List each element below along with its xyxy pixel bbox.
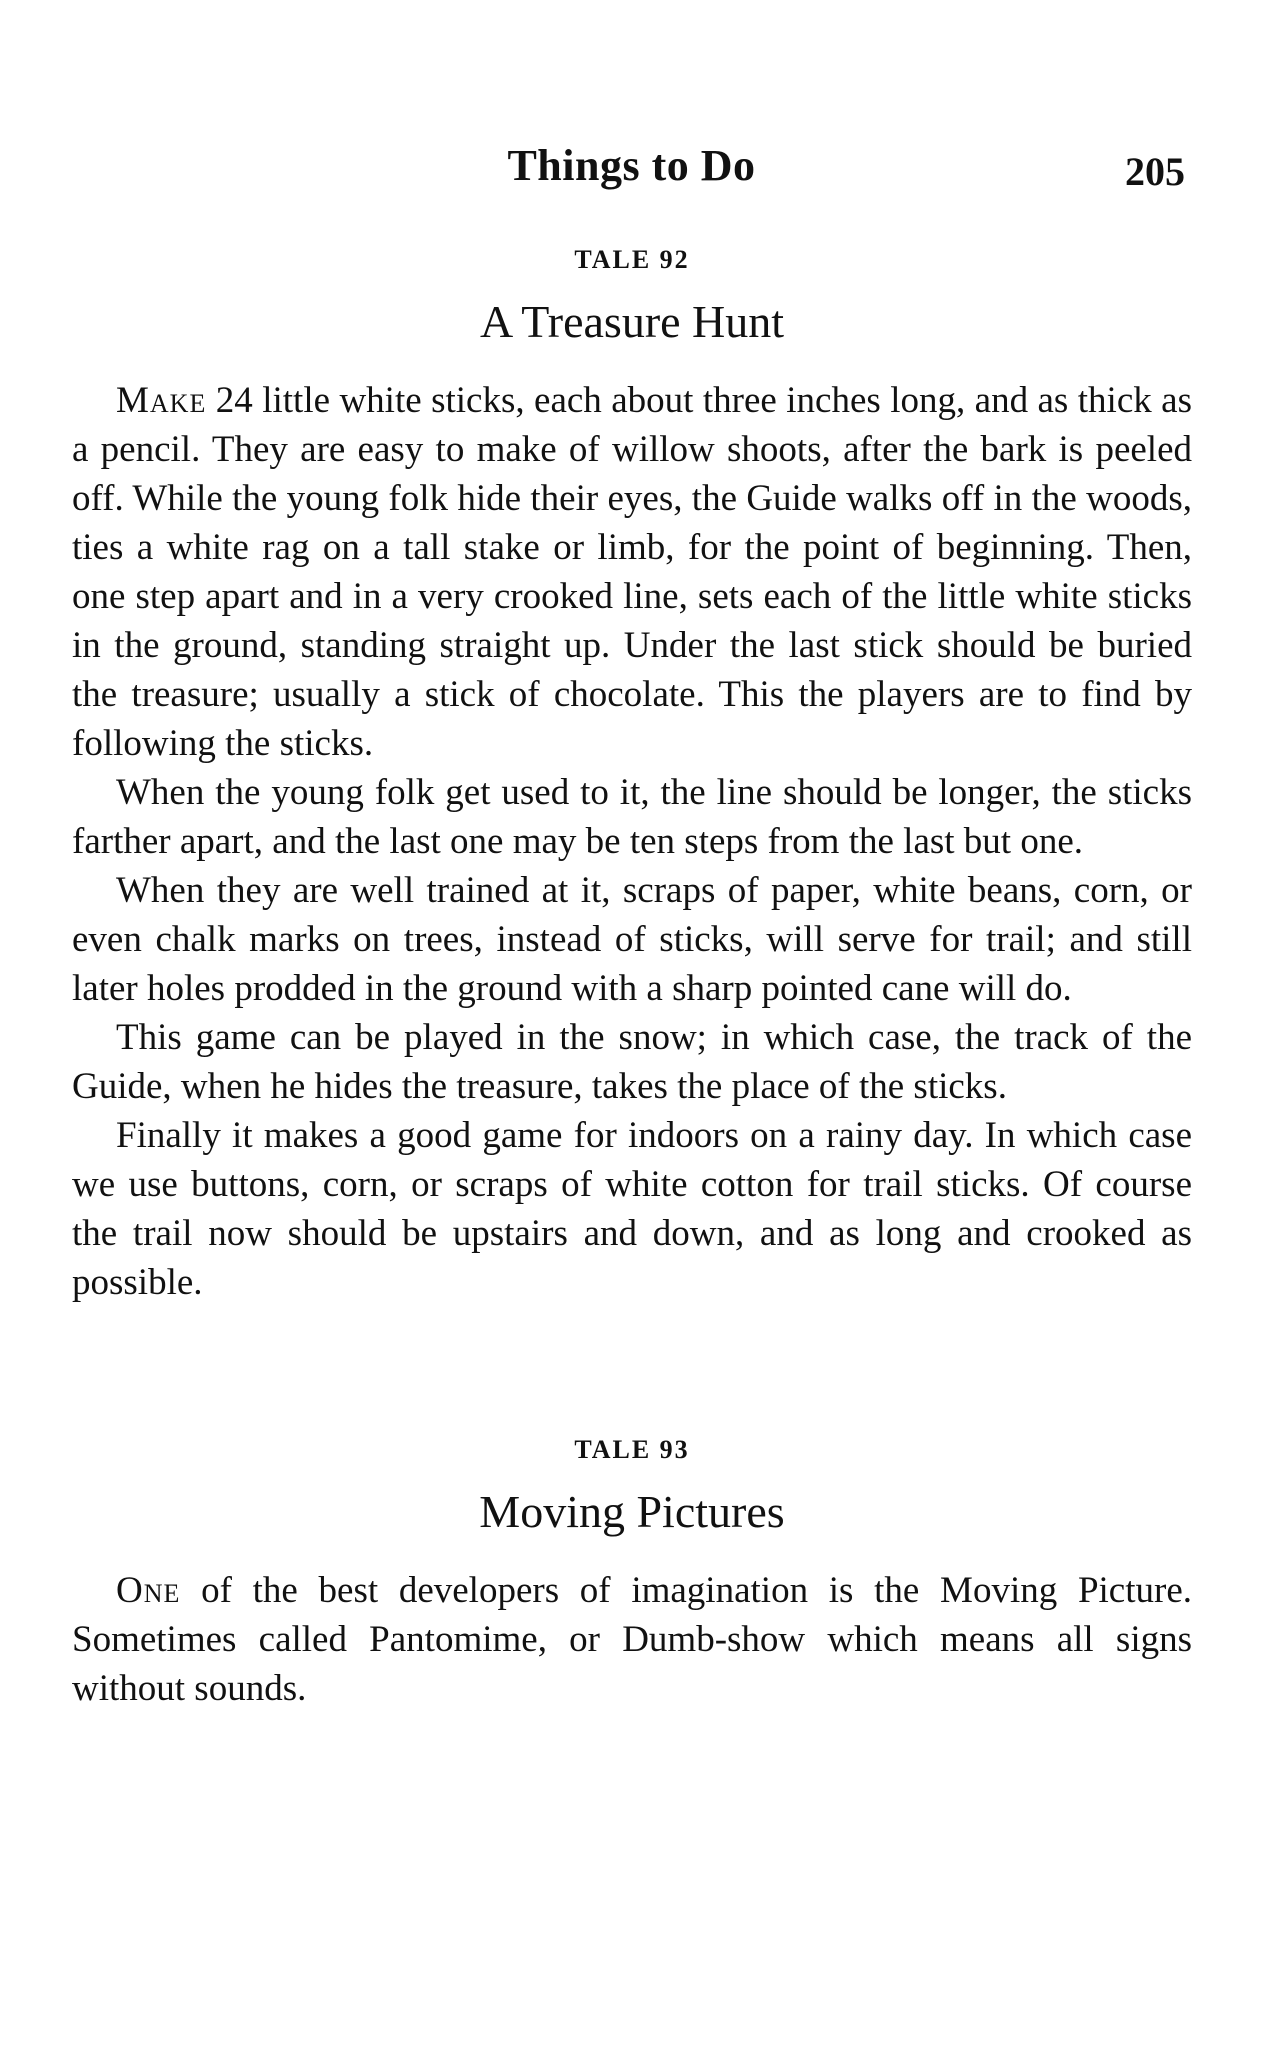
paragraph [72,376,1192,768]
tale-label: TALE 92 [574,245,690,274]
lead-word: Make [116,380,207,421]
paragraph: When they are well trained at it, scraps of paper, white beans, corn, or even chalk marks on trees, instead of sticks, will serve for trail; and still later holes prodded in the ground with a sharp pointed cane will do. [72,870,1192,1009]
paragraph-text: of the best developers of imagination is the Moving Picture. Sometimes called Pantomime, or Dumb-show which means all signs without sounds. [72,1570,1192,1709]
paragraph-text: 24 little white sticks, each about three inches long, and as thick as a pencil. They are easy to make of willow shoots, after the bark is peeled off. While the young folk hide their eyes, the Guide walks off in the woods, ties a white rag on a tall stake or limb, for the point of beginning. Then, one step apart and in a very crooked line, sets each of the little white sticks in the ground, standing straight up. Under the last stick should be buried the treasure; usually a stick of chocolate. This the players are to find by following the sticks. [72,380,1192,764]
paragraph [72,1566,1192,1713]
tale-title: Moving Pictures [479,1486,785,1537]
paragraph: This game can be played in the snow; in which case, the track of the Guide, when he hides the treasure, takes the place of the sticks. [72,1017,1192,1107]
page-number: 205 [1125,149,1185,194]
paragraph: When the young folk get used to it, the line should be longer, the sticks farther apart, and the last one may be ten steps from the last but one. [72,772,1192,862]
tale-label: TALE 93 [574,1435,690,1464]
lead-word: One [116,1570,181,1611]
paragraph: Finally it makes a good game for indoors on a rainy day. In which case we use buttons, corn, or scraps of white cotton for trail sticks. Of course the trail now should be upstairs and down, and as long and crooked as possible. [72,1115,1192,1303]
tale-93-section [72,1430,1192,1713]
running-title: Things to Do [507,141,756,190]
tale-92-section [72,240,1192,1307]
running-head [0,140,1263,200]
tale-title: A Treasure Hunt [479,296,785,347]
